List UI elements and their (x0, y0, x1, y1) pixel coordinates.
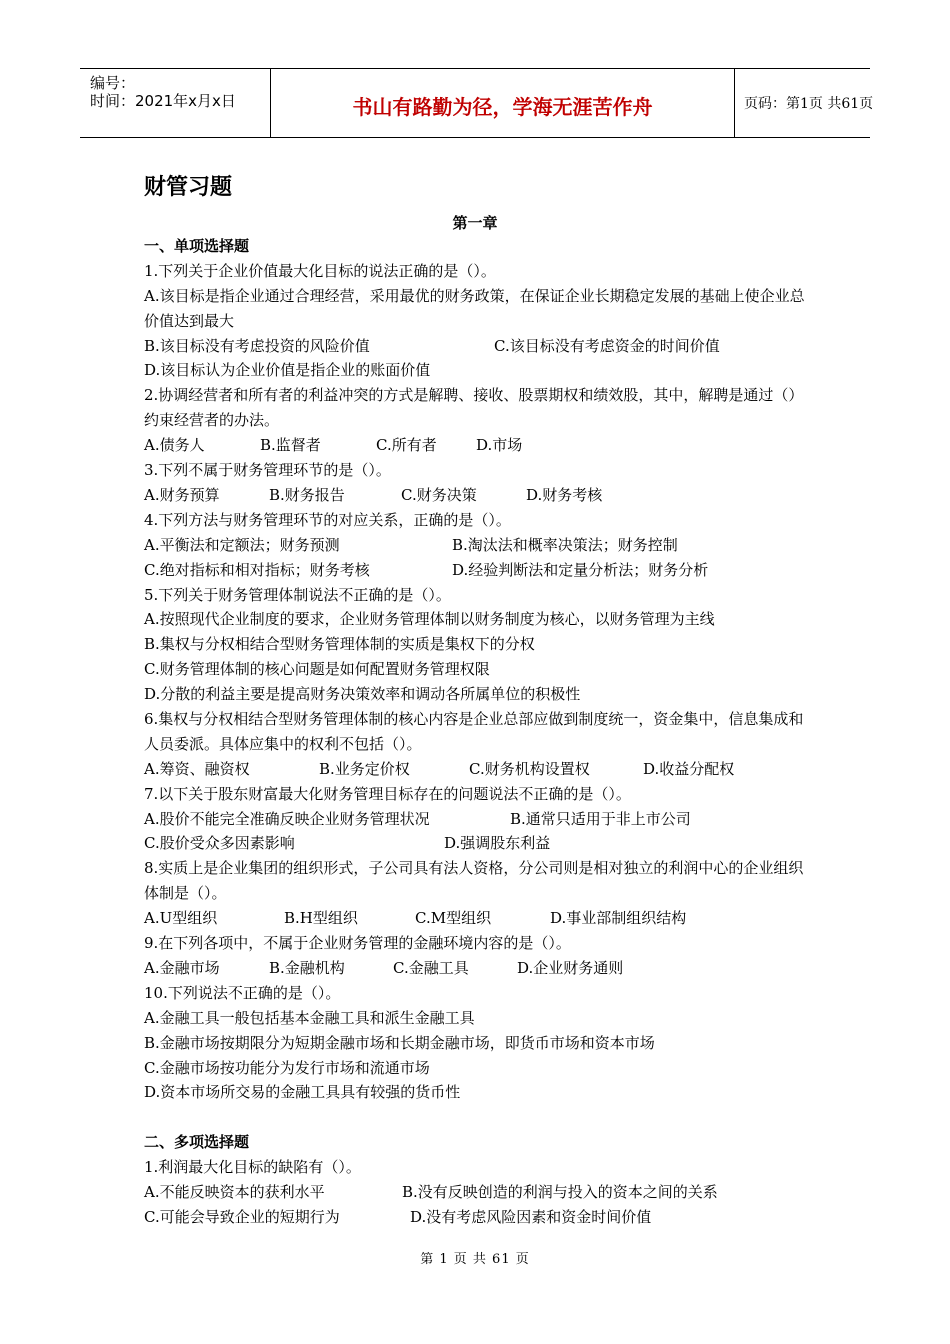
option-row (144, 558, 814, 583)
option-row (144, 906, 814, 931)
header-motto: 书山有路勤为径，学海无涯苦作舟 (271, 69, 735, 137)
question-stem: 2.协调经营者和所有者的利益冲突的方式是解聘、接收、股票期权和绩效股，其中，解聘是通过（）约束经营者的办法。 (144, 386, 804, 430)
option-b: B.没有反映创造的利润与投入的资本之间的关系 (402, 1182, 718, 1201)
question-stem: 5.下列关于财务管理体制说法不正确的是（）。 (144, 585, 451, 604)
question-stem: 10.下列说法不正确的是（）。 (144, 983, 341, 1002)
option-c: C.财务管理体制的核心问题是如何配置财务管理权限 (144, 660, 490, 679)
question-stem: 8.实质上是企业集团的组织形式，子公司具有法人资格，分公司则是相对独立的利润中心的企业组织体制是（）。 (144, 859, 804, 903)
option-b: B.金融机构 (269, 958, 345, 977)
option-c: C.财务决策 (401, 485, 477, 504)
option-a: A.该目标是指企业通过合理经营，采用最优的财务政策，在保证企业长期稳定发展的基础上使企业总价值达到最大 (144, 286, 805, 330)
option-c: C.可能会导致企业的短期行为 (144, 1207, 340, 1226)
option-d: D.该目标认为企业价值是指企业的账面价值 (144, 361, 431, 380)
question-stem: 3.下列不属于财务管理环节的是（）。 (144, 461, 391, 480)
option-d: D.事业部制组织结构 (550, 909, 687, 928)
option-row (144, 956, 814, 981)
section-heading-single: 一、单项选择题 (144, 237, 250, 255)
document-title: 财管习题 (144, 175, 233, 200)
option-row (144, 1205, 814, 1230)
option-c: C.金融工具 (393, 958, 469, 977)
question-stem: 1.利润最大化目标的缺陷有（）。 (144, 1158, 361, 1177)
option-d: D.经验判断法和定量分析法；财务分析 (452, 560, 709, 579)
option-b: B.淘汰法和概率决策法；财务控制 (452, 535, 678, 554)
page-header (80, 68, 874, 138)
option-a: A.金融市场 (144, 958, 220, 977)
option-c: C.金融市场按功能分为发行市场和流通市场 (144, 1058, 430, 1077)
option-a: A.筹资、融资权 (144, 759, 250, 778)
option-row (144, 433, 814, 458)
option-a: A.金融工具一般包括基本金融工具和派生金融工具 (144, 1008, 475, 1027)
spacer (144, 1105, 814, 1130)
question-stem: 9.在下列各项中，不属于企业财务管理的金融环境内容的是（）。 (144, 934, 571, 953)
option-row (144, 757, 814, 782)
exercise-content (144, 234, 814, 1230)
option-a: A.U型组织 (144, 909, 218, 928)
header-meta (80, 69, 271, 137)
option-c: C.财务机构设置权 (469, 759, 590, 778)
option-b: B.H型组织 (284, 909, 358, 928)
option-c: C.股价受众多因素影响 (144, 834, 295, 853)
option-b: B.集权与分权相结合型财务管理体制的实质是集权下的分权 (144, 635, 535, 654)
option-d: D.收益分配权 (643, 759, 735, 778)
option-a: A.不能反映资本的获利水平 (144, 1182, 325, 1201)
option-a: A.按照现代企业制度的要求，企业财务管理体制以财务制度为核心，以财务管理为主线 (144, 610, 715, 629)
option-b: B.该目标没有考虑投资的风险价值 (144, 336, 370, 355)
option-row (144, 831, 814, 856)
doc-number-label: 编号： (90, 74, 136, 92)
option-d: D.资本市场所交易的金融工具具有较强的货币性 (144, 1083, 461, 1102)
option-a: A.平衡法和定额法；财务预测 (144, 535, 340, 554)
option-a: A.股价不能完全准确反映企业财务管理状况 (144, 809, 430, 828)
question-stem: 1.下列关于企业价值最大化目标的说法正确的是（）。 (144, 261, 496, 280)
option-b: B.监督者 (260, 436, 321, 455)
question-stem: 7.以下关于股东财富最大化财务管理目标存在的问题说法不正确的是（）。 (144, 784, 631, 803)
question-stem: 4.下列方法与财务管理环节的对应关系，正确的是（）。 (144, 510, 511, 529)
option-d: D.强调股东利益 (444, 834, 551, 853)
option-b: B.金融市场按期限分为短期金融市场和长期金融市场，即货币市场和资本市场 (144, 1033, 655, 1052)
option-b: B.业务定价权 (319, 759, 410, 778)
option-c: C.M型组织 (415, 909, 492, 928)
header-page-info: 页码：第1页 共61页 (744, 96, 874, 112)
option-c: C.绝对指标和相对指标；财务考核 (144, 560, 370, 579)
option-c: C.该目标没有考虑资金的时间价值 (494, 336, 720, 355)
option-c: C.所有者 (376, 436, 437, 455)
option-row (144, 807, 814, 832)
section-heading-multi: 二、多项选择题 (144, 1133, 250, 1152)
date-label: 时间：2021年x月x日 (90, 92, 236, 110)
option-b: B.通常只适用于非上市公司 (510, 809, 691, 828)
option-d: D.分散的利益主要是提高财务决策效率和调动各所属单位的积极性 (144, 685, 581, 704)
chapter-heading: 第一章 (452, 214, 498, 232)
option-d: D.财务考核 (526, 485, 603, 504)
option-b: B.财务报告 (269, 485, 345, 504)
question-stem: 6.集权与分权相结合型财务管理体制的核心内容是企业总部应做到制度统一，资金集中，信息集成和人员委派。具体应集中的权利不包括（）。 (144, 709, 804, 753)
option-d: D.没有考虑风险因素和资金时间价值 (410, 1207, 652, 1226)
option-row (144, 533, 814, 558)
option-row (144, 483, 814, 508)
option-a: A.财务预算 (144, 485, 220, 504)
option-a: A.债务人 (144, 436, 205, 455)
option-row (144, 334, 814, 359)
option-d: D.市场 (476, 436, 523, 455)
option-row (144, 1180, 814, 1205)
page-footer: 第 1 页 共 61 页 (420, 1252, 530, 1267)
option-d: D.企业财务通则 (517, 958, 624, 977)
